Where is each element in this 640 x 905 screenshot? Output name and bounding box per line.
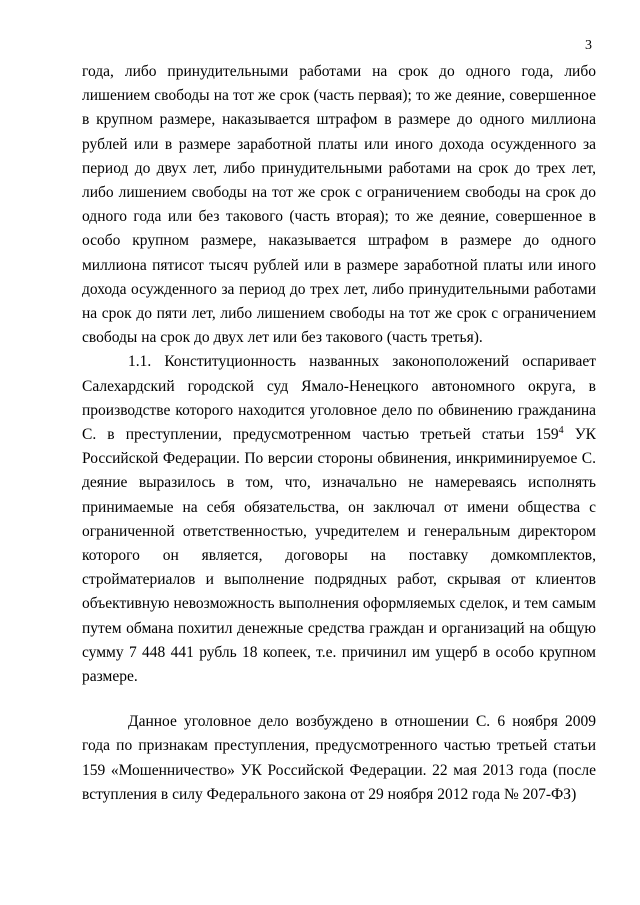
page-number: 3: [585, 38, 592, 53]
body-text: [82, 60, 596, 807]
paragraph-continuation: года, либо принудительными работами на срок до одного года, либо лишением свободы на тот же срок (часть первая); то же деяние, совершенное в крупном размере, наказывается штрафом в размере до одного миллиона рублей или в размере заработной платы или иного дохода осужденного за период до двух лет, либо принудительными работами на срок до трех лет, либо лишением свободы на тот же срок с ограничением свободы на срок до одного года или без такового (часть вторая); то же деяние, совершенное в особо крупном размере, наказывается штрафом в размере до одного миллиона пятисот тысяч рублей или в размере заработной платы или иного дохода осужденного за период до трех лет, либо принудительными работами на срок до пяти лет, либо лишением свободы на тот же срок с ограничением свободы на срок до двух лет или без такового (часть третья).: [82, 63, 596, 347]
article-superscript: 4: [558, 425, 564, 437]
paragraph-1-1-after: УК Российской Федерации. По версии стороны обвинения, инкриминируемое С. деяние выразилось в том, что, изначально не намереваясь исполнять принимаемые на себя обязательства, он заключал от имени общества с ограниченной ответственностью, учредителем и генеральным директором которого он является, договоры на поставку домкомплектов, стройматериалов и выполнение подрядных работ, скрывая от клиентов объективную невозможность выполнения оформляемых сделок, и тем самым путем обмана похитил денежные средства граждан и организаций на общую сумму 7 448 441 рубль 18 копеек, т.е. причинил им ущерб в особо крупном размере.: [82, 426, 597, 686]
paragraph-1-1: [82, 350, 596, 689]
paragraph-1-1-before: 1.1. Конституционность названных законоположений оспаривает Салехардский городской суд Ямало-Ненецкого автономного округа, в производстве которого находится уголовное дело по обвинению гражданина С. в преступлении, предусмотренном частью третьей статьи 159: [82, 353, 596, 444]
paragraph-case-initiation: Данное уголовное дело возбуждено в отношении С. 6 ноября 2009 года по признакам преступления, предусмотренного частью третьей статьи 159 «Мошенничество» УК Российской Федерации. 22 мая 2013 года (после вступления в силу Федерального закона от 29 ноября 2012 года № 207-ФЗ): [82, 713, 596, 803]
